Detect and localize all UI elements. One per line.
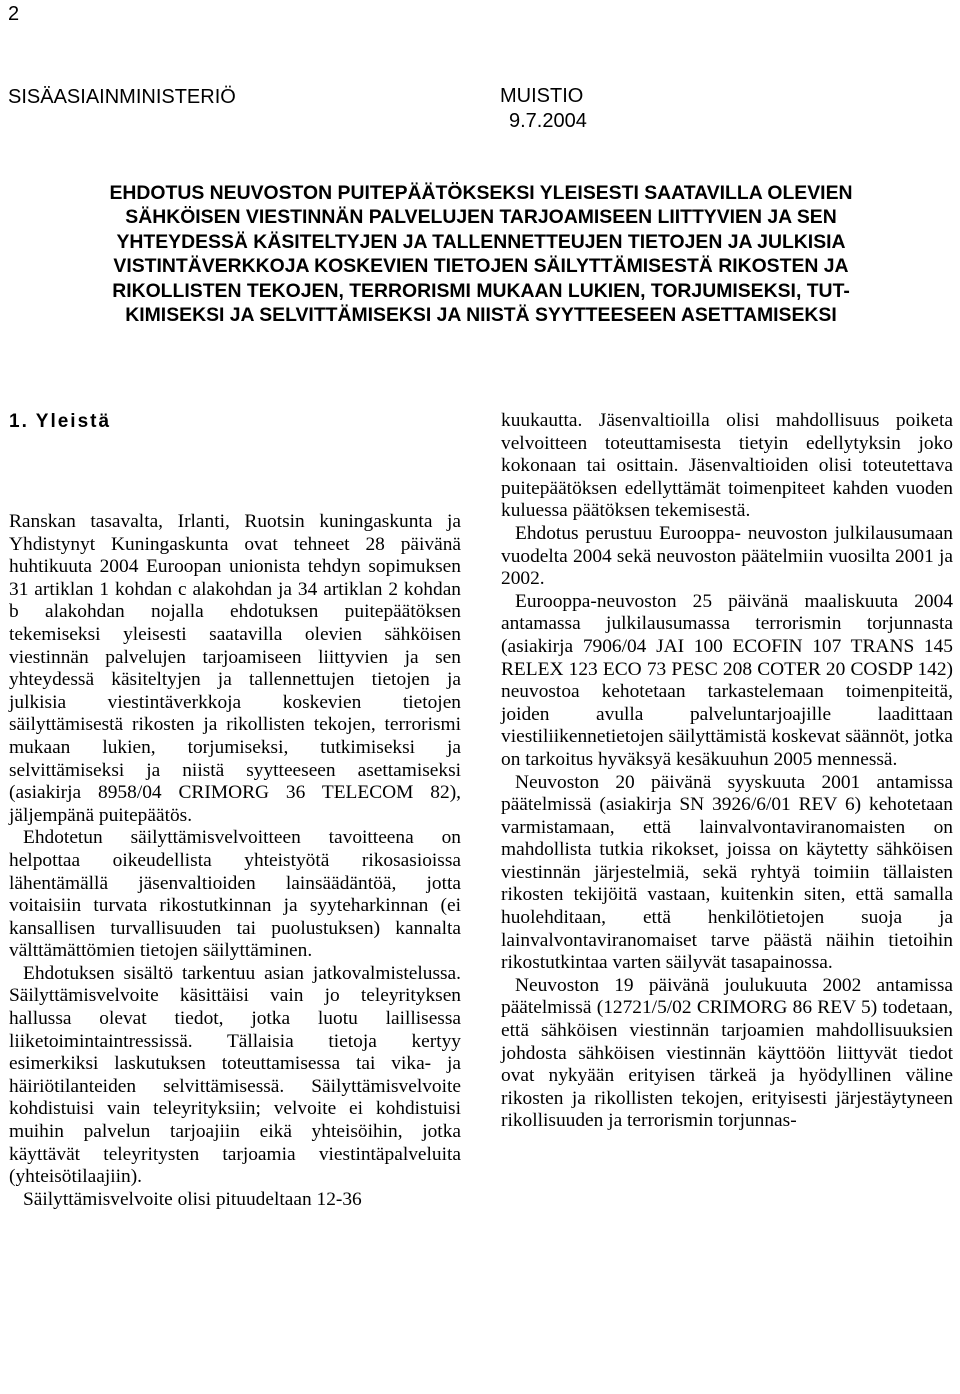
left-column xyxy=(9,410,461,1211)
title-line: VISTINTÄVERKKOJA KOSKEVIEN TIETOJEN SÄILYTTÄMISESTÄ RIKOSTEN JA xyxy=(113,255,849,278)
right-column xyxy=(501,410,953,1133)
document-date: 9.7.2004 xyxy=(509,110,587,132)
body-paragraph: Neuvoston 19 päivänä joulukuuta 2002 antamissa päätelmissä (12721/5/02 CRIMORG 86 REV 5) todetaan, että sähköisen viestinnän tarjoamien mahdollisuuksien johdosta sähköisen viestinnän käyttöön liittyvät tiedot ovat nykyään erityisen tärkeä ja hyödyllinen väline rikosten ja rikollisten tekojen, erityisesti järjestäytyneen rikollisuuden ja terrorismin torjunnas- xyxy=(501,974,953,1132)
body-paragraph: Ranskan tasavalta, Irlanti, Ruotsin kuningaskunta ja Yhdistynyt Kuningaskunta ovat tehneet 28 päivänä huhtikuuta 2004 Euroopan unionista tehdyn sopimuksen 31 artiklan 1 kohdan c alakohdan ja 34 artiklan 2 kohdan b alakohdan nojalla ehdotuksen puitepäätöksen tekemiseksi yleisesti saatavilla olevien sähköisen viestinnän palvelujen tarjoamiseen liittyvien ja sen yhteydessä käsiteltyjen ja tallennettujen tietojen ja julkisia viestintäverkkoja koskevien tietojen säilyttämisestä rikosten ja rikollisten tekojen, terrorismi mukaan lukien, torjumiseksi, tutkimiseksi ja selvittämiseksi ja niistä syytteeseen asettamiseksi (asiakirja 8958/04 CRIMORG 36 TELECOM 82), jäljempänä puitepäätös. xyxy=(9,511,461,826)
document-title xyxy=(8,181,954,327)
body-paragraph: Neuvoston 20 päivänä syyskuuta 2001 antamissa päätelmissä (asiakirja SN 3926/6/01 REV 6) kehotetaan varmistamaan, että lainvalvontaviranomaisten on mahdollista tutkia rikokset, joissa on käytetty sähköisen viestinnän järjestelmiä, sekä ryhtyä toimiin tällaisten rikosten tekijöitä vastaan, kuitenkin siten, että samalla huolehditaan, että henkilötietojen suoja ja lainvalvontaviranomaiset tarve päästä näihin tietoihin rikostutkintaa varten säilyvät tasapainossa. xyxy=(501,771,953,974)
body-paragraph: kuukautta. Jäsenvaltioilla olisi mahdollisuus poiketa velvoitteen toteuttamisesta tietyin edellytyksin joko kokonaan tai osittain. Jäsenvaltioiden olisi toteutettava puitepäätöksen edellyttämät toimenpiteet kahden vuoden kuluessa päätöksen tekemisestä. xyxy=(501,410,953,522)
body-paragraph: Ehdotuksen sisältö tarkentuu asian jatkovalmistelussa. Säilyttämisvelvoite käsittäisi vain jo teleyrityksen hallussa olevat tiedot, jotka luotu laillisessa liiketoimintaintressissä. Tällaisia tietoja kertyy esimerkiksi laskutuksen toteuttamisessa tai vika- ja häiriötilanteiden selvittämisessä. Säilyttämisvelvoite kohdistuisi vain teleyrityksiin; velvoite ei kohdistuisi muihin palvelun tarjoajiin eikä yhteisöihin, jotka käyttävät teleyritysten tarjoamia viestintäpalveluita (yhteisötilaajiin). xyxy=(9,962,461,1188)
page-number: 2 xyxy=(8,3,20,25)
body-paragraph: Eurooppa-neuvoston 25 päivänä maaliskuuta 2004 antamassa julkilausumassa terrorismin torjunnasta (asiakirja 7906/04 JAI 100 ECOFIN 107 TRANS 145 RELEX 123 ECO 73 PESC 208 COTER 20 COSDP 142) neuvostoa kehotetaan tarkastelemaan toimenpiteitä, joiden avulla palveluntarjoajille laadittaan viestiliikennetietojen säilyttämistä koskevat säännöt, jotka on tarkoitus hyväksyä kesäkuuhun 2005 mennessä. xyxy=(501,590,953,770)
ministry-name: SISÄASIAINMINISTERIÖ xyxy=(8,86,236,108)
title-line: YHTEYDESSÄ KÄSITELTYJEN JA TALLENNETTEUJEN TIETOJEN JA JULKISIA xyxy=(116,230,846,253)
title-line: EHDOTUS NEUVOSTON PUITEPÄÄTÖKSEKSI YLEISESTI SAATAVILLA OLEVIEN xyxy=(109,182,853,204)
body-paragraph: Säilyttämisvelvoite olisi pituudeltaan 12-36 xyxy=(23,1188,362,1210)
title-line: SÄHKÖISEN VIESTINNÄN PALVELUJEN TARJOAMISEEN LIITTYVIEN JA SEN xyxy=(125,206,837,229)
title-line: KIMISEKSI JA SELVITTÄMISEKSI JA NIISTÄ SYYTTEESEEN ASETTAMISEKSI xyxy=(125,304,837,327)
section-heading: 1. Yleistä xyxy=(9,411,112,432)
body-paragraph: Ehdotetun säilyttämisvelvoitteen tavoitteena on helpottaa oikeudellista yhteistyötä rikosasioissa lähentämällä jäsenvaltioiden lainsäädäntöä, jotta voitaisiin turvata rikostutkinnan ja syyteharkinnan (ei kansallisen turvallisuuden tai puolustuksen) kannalta välttämättömien tietojen säilyttäminen. xyxy=(9,827,461,962)
body-paragraph: Ehdotus perustuu Eurooppa- neuvoston julkilausumaan vuodelta 2004 sekä neuvoston päätelmiin vuosilta 2001 ja 2002. xyxy=(501,522,953,590)
memo-block xyxy=(500,84,587,134)
document-type: MUISTIO xyxy=(500,85,584,107)
title-line: RIKOLLISTEN TEKOJEN, TERRORISMI MUKAAN LUKIEN, TORJUMISEKSI, TUT- xyxy=(112,279,850,302)
